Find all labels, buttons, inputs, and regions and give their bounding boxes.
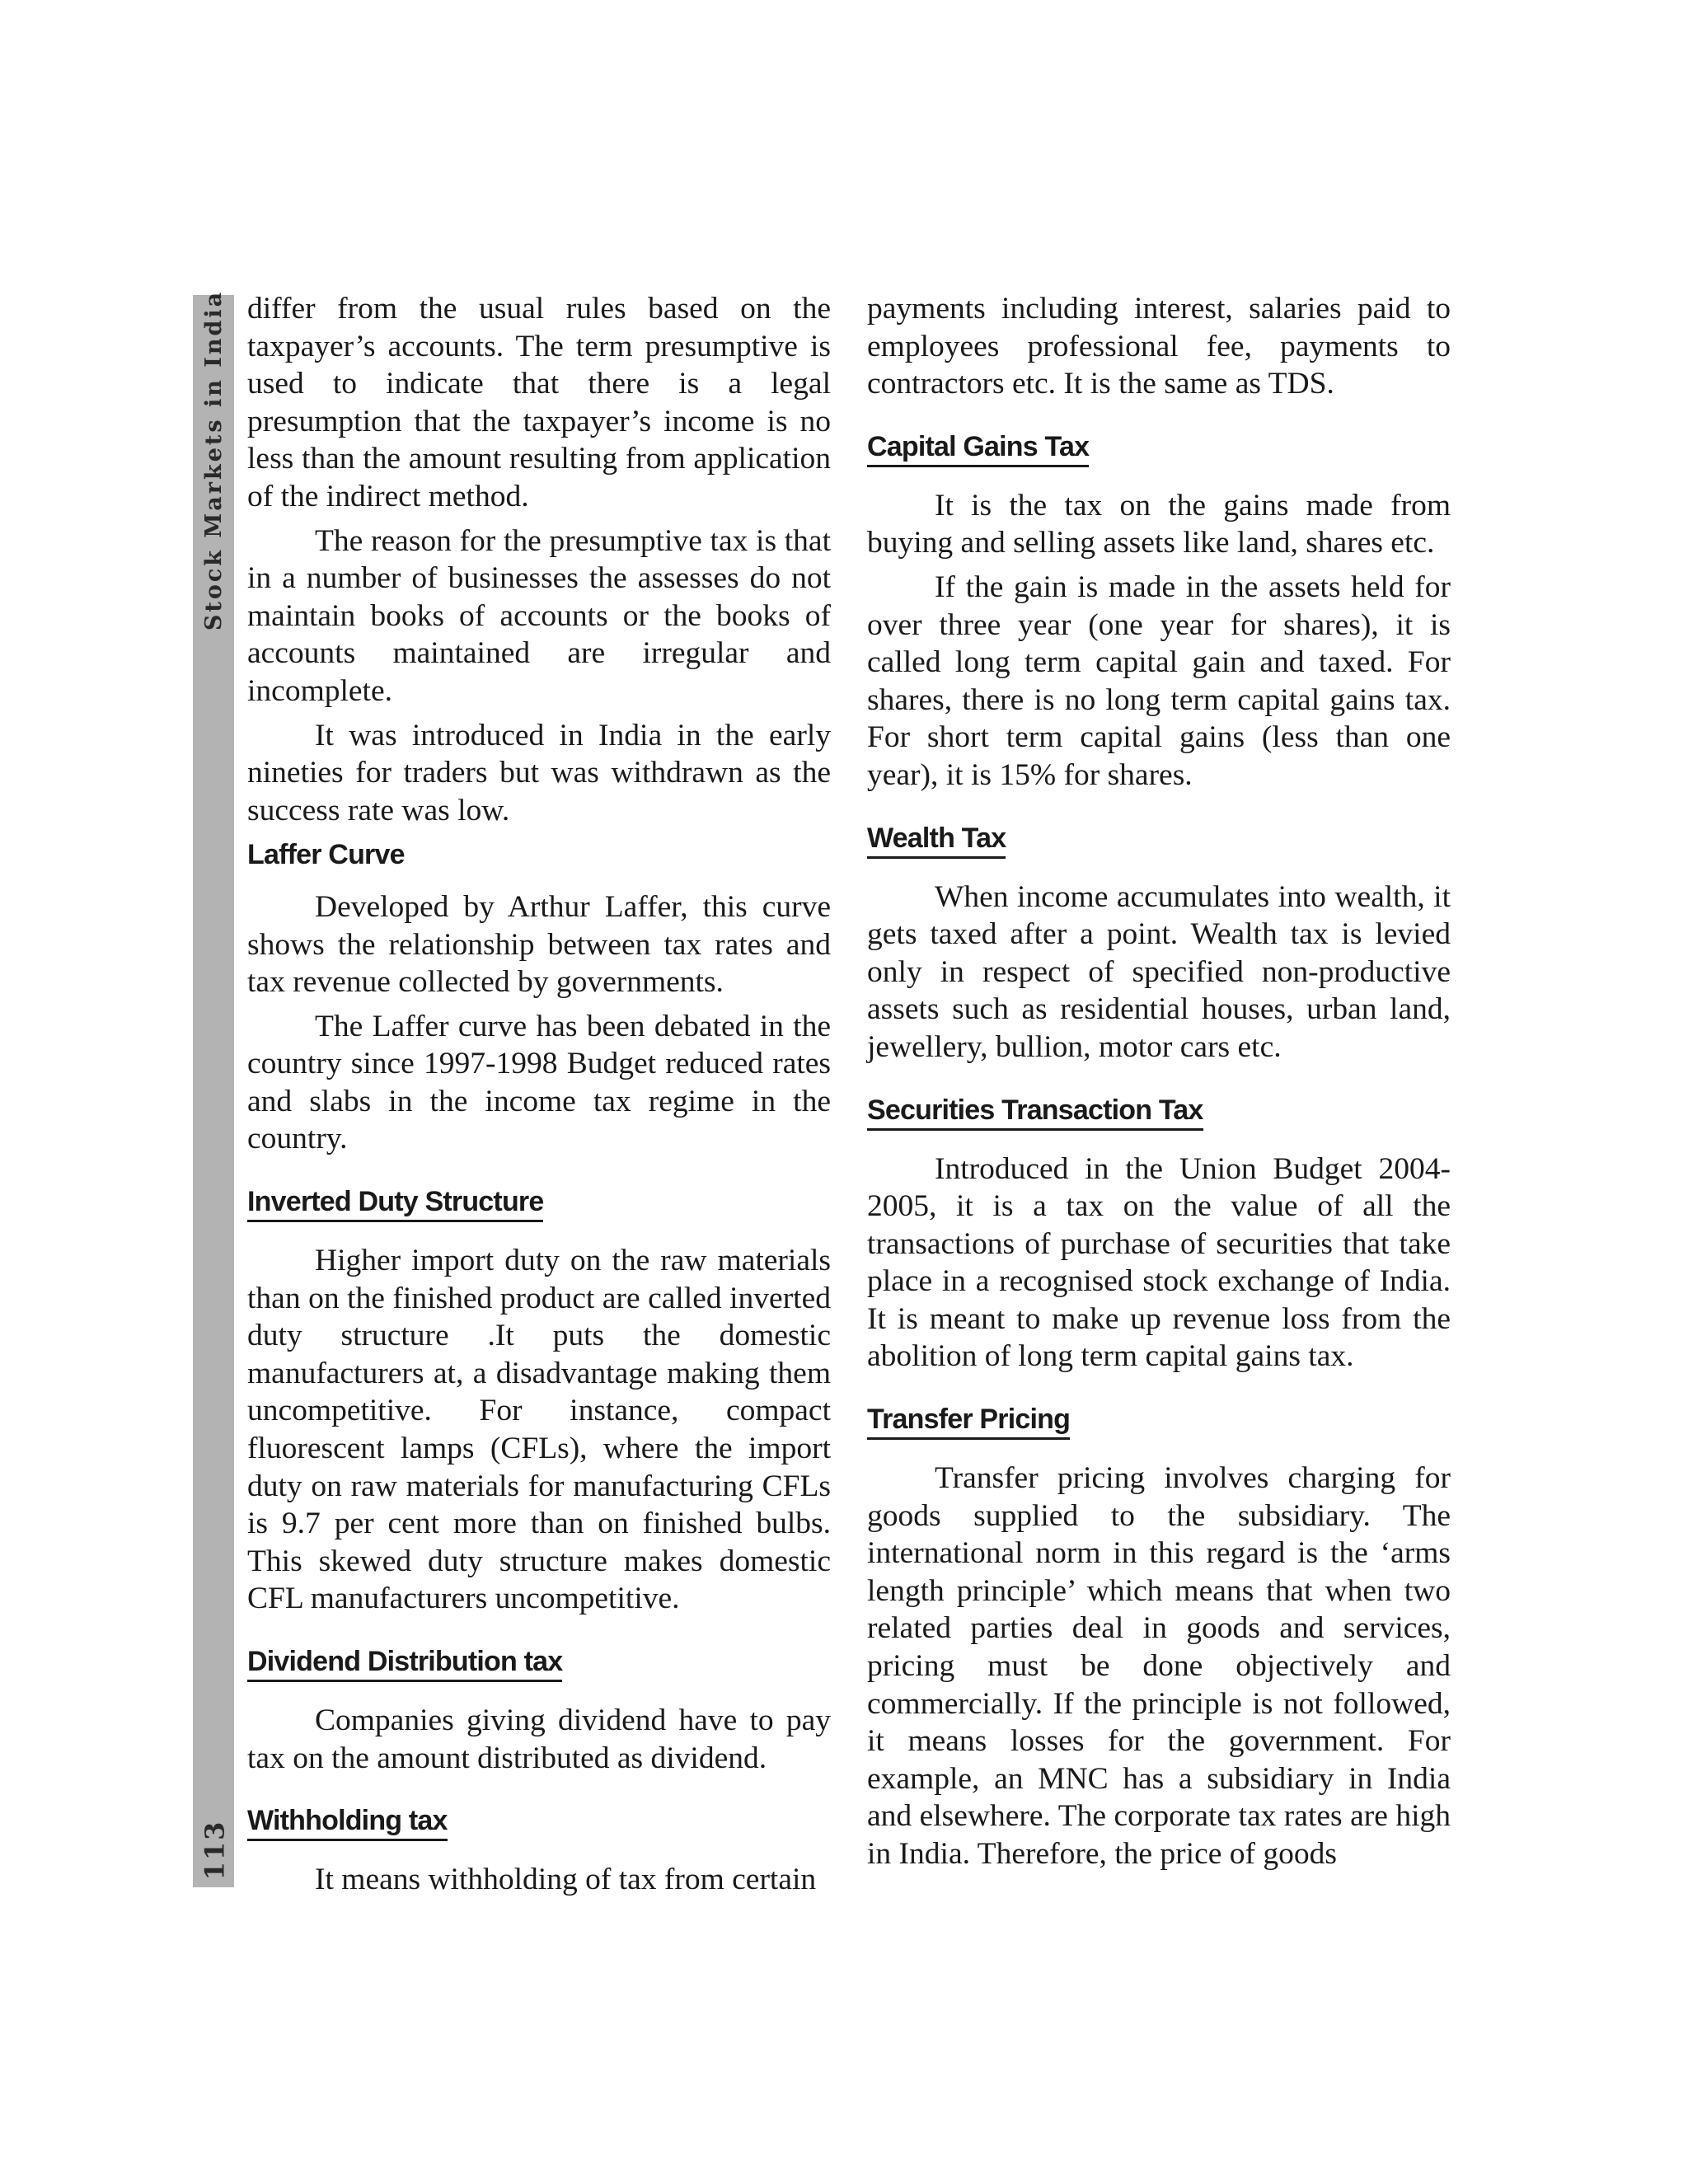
section-heading-capital-gains-tax: Capital Gains Tax <box>867 430 1089 467</box>
page-number: 113 <box>199 1820 231 1881</box>
section-heading-withholding-tax: Withholding tax <box>247 1804 448 1841</box>
right-column <box>867 290 1451 1880</box>
paragraph: The Laffer curve has been debated in the country since 1997-1998 Budget reduced rates and slabs in the income tax regime in the country. <box>247 1009 831 1156</box>
paragraph: payments including interest, salaries paid to employees professional fee, payments to contractors etc. It is the same as TDS. <box>867 292 1451 401</box>
paragraph: Higher import duty on the raw materials than on the finished product are called inverted duty structure .It puts the domestic manufacturers at, a disadvantage making them uncompetitive. For instance, compact fluorescent lamps (CFLs), where the import duty on raw materials for manufacturing CFLs is 9.7 per cent more than on finished bulbs. This skewed duty structure makes domestic CFL manufacturers uncompetitive. <box>247 1244 831 1616</box>
paragraph: Introduced in the Union Budget 2004-2005, it is a tax on the value of all the transactions of purchase of securities that take place in a recognised stock exchange of India. It is meant to make up revenue loss from the abolition of long term capital gains tax. <box>867 1151 1451 1374</box>
section-heading-inverted-duty-structure: Inverted Duty Structure <box>247 1185 543 1222</box>
paragraph: If the gain is made in the assets held for over three year (one year for shares), it is called long term capital gain and taxed. For shares, there is no long term capital gains tax. For short term capital gains (less than one year), it is 15% for shares. <box>867 569 1451 792</box>
section-heading-transfer-pricing: Transfer Pricing <box>867 1403 1070 1440</box>
paragraph: It is the tax on the gains made from buying and selling assets like land, shares etc. <box>867 488 1451 560</box>
left-column <box>247 290 831 1905</box>
section-heading-laffer-curve: Laffer Curve <box>247 839 405 871</box>
paragraph: It was introduced in India in the early nineties for traders but was withdrawn as the success rate was low. <box>247 718 831 827</box>
running-head: Stock Markets in India <box>201 289 227 630</box>
section-heading-wealth-tax: Wealth Tax <box>867 822 1006 859</box>
paragraph: Transfer pricing involves charging for goods supplied to the subsidiary. The international norm in this regard is the ‘arms length principle’ which means that when two related parties deal in goods and services, pricing must be done objectively and commercially. If the principle is not followed, it means losses for the government. For example, an MNC has a subsidiary in India and elsewhere. The corporate tax rates are high in India. Therefore, the price of goods <box>867 1461 1451 1871</box>
section-heading-dividend-distribution-tax: Dividend Distribution tax <box>247 1645 562 1682</box>
paragraph: When income accumulates into wealth, it gets taxed after a point. Wealth tax is levied only in respect of specified non-productive assets such as residential houses, urban land, jewellery, bullion, motor cars etc. <box>867 879 1451 1064</box>
paragraph: differ from the usual rules based on the taxpayer’s accounts. The term presumptive is used to indicate that there is a legal presumption that the taxpayer’s income is no less than the amount resulting from application of the indirect method. <box>247 292 831 513</box>
paragraph: Developed by Arthur Laffer, this curve shows the relationship between tax rates and tax revenue collected by governments. <box>247 889 831 1000</box>
paragraph: The reason for the presumptive tax is that in a number of businesses the assesses do not maintain books of accounts or the books of accounts maintained are irregular and incomplete. <box>247 523 831 708</box>
paragraph: It means withholding of tax from certain <box>315 1863 817 1897</box>
section-heading-securities-transaction-tax: Securities Transaction Tax <box>867 1094 1203 1131</box>
paragraph: Companies giving dividend have to pay tax on the amount distributed as dividend. <box>247 1704 831 1775</box>
